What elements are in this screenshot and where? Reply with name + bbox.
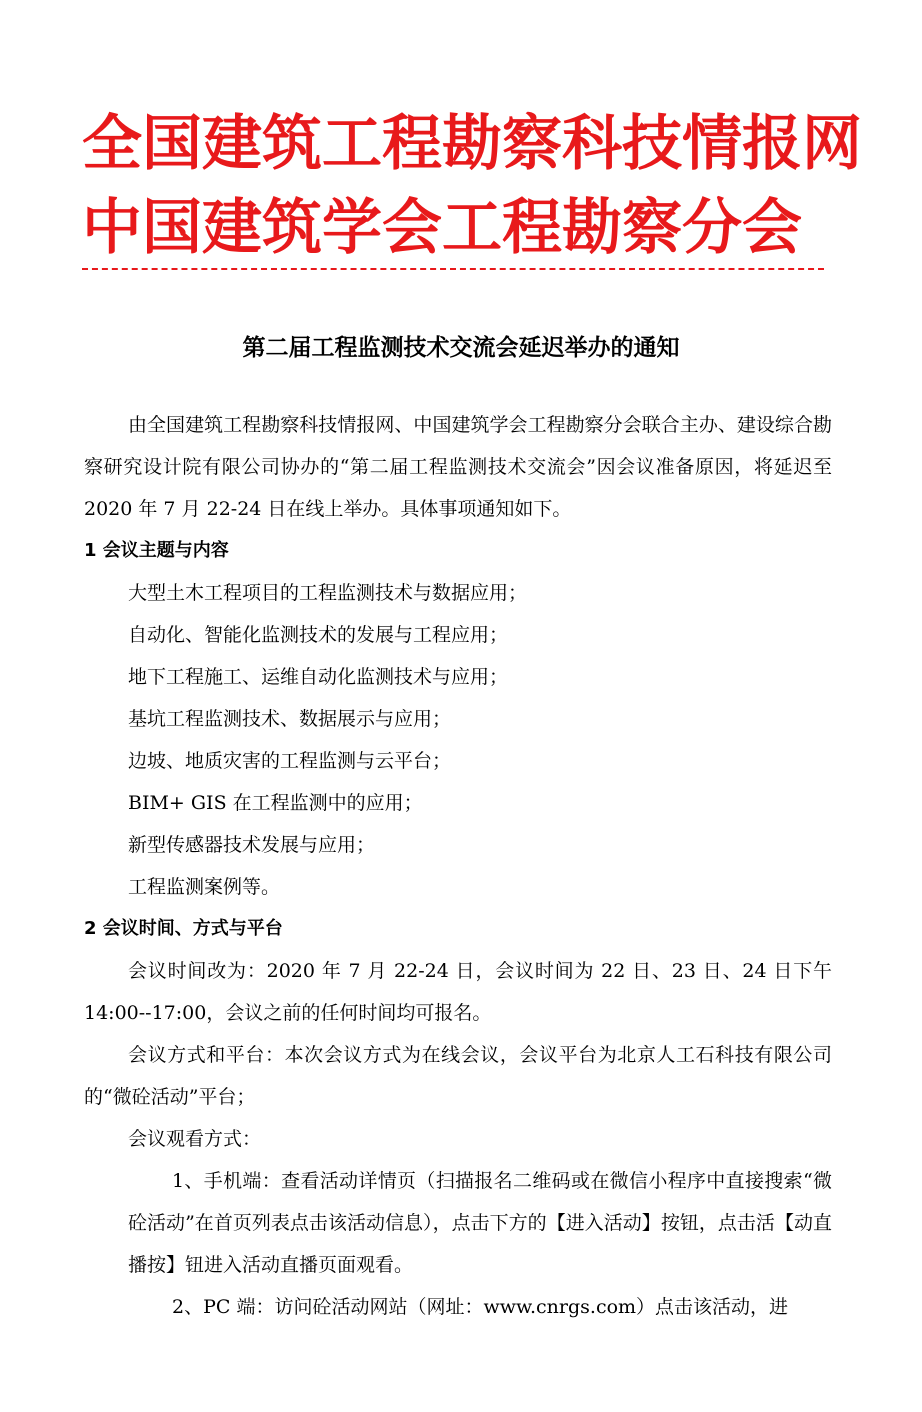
section-1-item: 地下工程施工、运维自动化监测技术与应用； xyxy=(128,666,509,688)
letterhead-divider xyxy=(82,268,824,270)
section-1-item: 工程监测案例等。 xyxy=(128,876,281,898)
mobile-viewing-paragraph: 1、手机端：查看活动详情页（扫描报名二维码或在微信小程序中直接搜索“微砼活动”在首页列表点击该活动信息），点击下方的【进入活动】按钮，点击活【动直播按】钮进入活动直播页面观看。 xyxy=(128,1170,832,1276)
section-1-item: 边坡、地质灾害的工程监测与云平台； xyxy=(128,750,452,772)
section-1-item: BIM+ GIS 在工程监测中的应用； xyxy=(128,792,423,814)
pc-viewing-paragraph: 2、PC 端：访问砼活动网站（网址：www.cnrgs.com）点击该活动，进 xyxy=(172,1296,789,1318)
section-2-heading: 2 会议时间、方式与平台 xyxy=(84,918,283,939)
letterhead xyxy=(82,102,862,270)
meeting-time-paragraph: 会议时间改为：2020 年 7 月 22-24 日，会议时间为 22 日、23 日、24 日下午 14:00--17:00，会议之前的任何时间均可报名。 xyxy=(84,960,832,1024)
document-body xyxy=(84,404,832,1328)
meeting-platform-paragraph: 会议方式和平台：本次会议方式为在线会议，会议平台为北京人工石科技有限公司的“微砼活动”平台； xyxy=(84,1044,832,1108)
letterhead-line-1: 全国建筑工程勘察科技情报网 xyxy=(82,109,862,179)
document-title: 第二届工程监测技术交流会延迟举办的通知 xyxy=(242,335,680,361)
letterhead-line-2: 中国建筑学会工程勘察分会 xyxy=(82,193,802,263)
intro-paragraph: 由全国建筑工程勘察科技情报网、中国建筑学会工程勘察分会联合主办、建设综合勘察研究设计院有限公司协办的“第二届工程监测技术交流会”因会议准备原因，将延迟至 2020 年 7 月 22-24 日在线上举办。具体事项通知如下。 xyxy=(84,414,832,520)
section-1-heading: 1 会议主题与内容 xyxy=(84,540,229,561)
section-1-item: 大型土木工程项目的工程监测技术与数据应用； xyxy=(128,582,528,604)
section-1-item: 自动化、智能化监测技术的发展与工程应用； xyxy=(128,624,509,646)
section-1-item: 新型传感器技术发展与应用； xyxy=(128,834,376,856)
section-1-item: 基坑工程监测技术、数据展示与应用； xyxy=(128,708,452,730)
viewing-method-label: 会议观看方式： xyxy=(128,1128,262,1150)
